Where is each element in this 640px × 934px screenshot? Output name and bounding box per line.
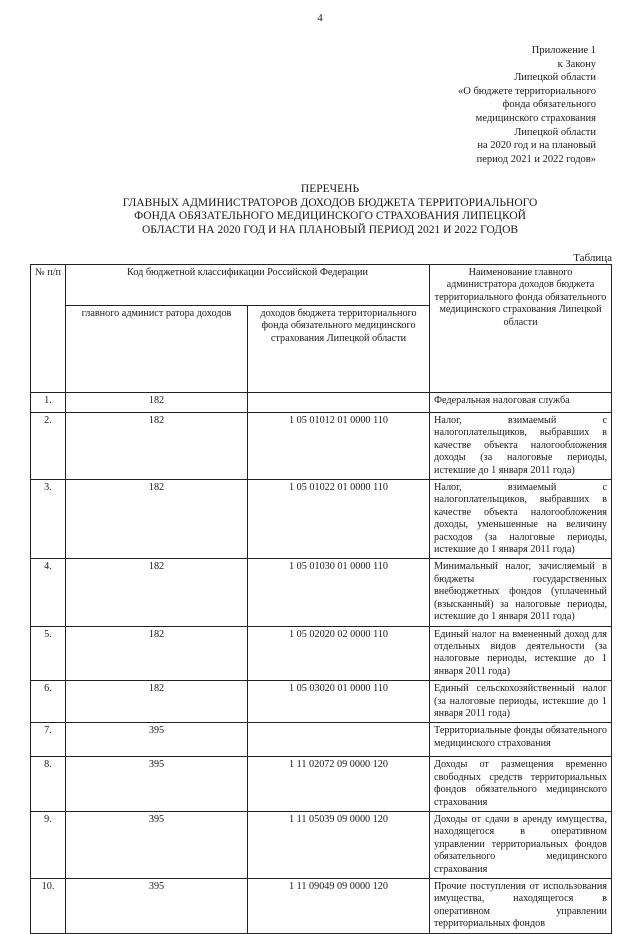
row-admin-name: Налог, взимаемый с налогоплательщиков, выбравших в качестве объекта налогообложения доходы (за налоговые периоды, истекшие до 1 января 2011 года): [430, 413, 612, 480]
appendix-line: период 2021 и 2022 годов»: [476, 153, 596, 165]
row-number: 2.: [31, 413, 66, 480]
row-income-code: 1 11 02072 09 0000 120: [248, 757, 430, 812]
appendix-line: к Закону: [557, 58, 596, 70]
header-num: № п/п: [31, 265, 66, 393]
row-number: 7.: [31, 723, 66, 757]
table-row: [31, 723, 612, 757]
row-admin-code: 395: [66, 879, 248, 934]
row-admin-code: 395: [66, 757, 248, 812]
row-income-code: 1 05 01012 01 0000 110: [248, 413, 430, 480]
revenue-administrators-table: [30, 264, 612, 934]
table-row: [31, 879, 612, 934]
table-row: [31, 480, 612, 559]
row-admin-code: 182: [66, 393, 248, 413]
table-row: [31, 757, 612, 812]
row-income-code: 1 05 02020 02 0000 110: [248, 626, 430, 681]
appendix-line: Приложение 1: [531, 45, 596, 56]
heading-line: ОБЛАСТИ НА 2020 ГОД И НА ПЛАНОВЫЙ ПЕРИОД 2021 И 2022 ГОДОВ: [141, 223, 519, 236]
header-code-group: Код бюджетной классификации Российской Федерации: [66, 265, 430, 306]
heading-title: ПЕРЕЧЕНЬ: [300, 183, 360, 195]
row-income-code: 1 05 03020 01 0000 110: [248, 681, 430, 723]
row-admin-code: 395: [66, 811, 248, 878]
row-number: 10.: [31, 879, 66, 934]
appendix-line: на 2020 год и на плановый: [477, 140, 596, 152]
row-number: 4.: [31, 559, 66, 626]
appendix-line: медицинского страхования: [475, 112, 596, 124]
document-heading: [70, 183, 590, 237]
row-admin-name: Доходы от размещения временно свободных средств территориальных фондов обязательного медицинского страхования: [430, 757, 612, 812]
table-body: [31, 393, 612, 934]
row-admin-code: 182: [66, 626, 248, 681]
row-income-code: [248, 393, 430, 413]
row-admin-name: Налог, взимаемый с налогоплательщиков, выбравших в качестве объекта налогообложения доходы, уменьшенные на величину расходов (за налоговые периоды, истекшие до 1 января 2011 года): [430, 480, 612, 559]
row-number: 8.: [31, 757, 66, 812]
table-label: Таблица: [573, 252, 612, 264]
row-number: 3.: [31, 480, 66, 559]
row-admin-code: 182: [66, 681, 248, 723]
row-admin-code: 182: [66, 413, 248, 480]
row-admin-code: 395: [66, 723, 248, 757]
row-income-code: 1 11 05039 09 0000 120: [248, 811, 430, 878]
appendix-line: Липецкой области: [514, 126, 596, 138]
row-income-code: 1 11 09049 09 0000 120: [248, 879, 430, 934]
appendix-block: [386, 44, 596, 166]
appendix-line: «О бюджете территориального: [458, 85, 596, 97]
row-admin-name: Единый налог на вмененный доход для отдельных видов деятельности (за налоговые периоды, истекшие до 1 января 2011 года): [430, 626, 612, 681]
header-name: Наименование главного администратора доходов бюджета территориального фонда обязательного медицинского страхования Липецкой области: [430, 265, 612, 393]
table-row: [31, 681, 612, 723]
row-number: 5.: [31, 626, 66, 681]
row-admin-name: Прочие поступления от использования имущества, находящегося в оперативном управлении территориальных фондов: [430, 879, 612, 934]
table-row: [31, 626, 612, 681]
row-number: 1.: [31, 393, 66, 413]
table-row: [31, 413, 612, 480]
row-admin-name: Единый сельскохозяйственный налог (за налоговые периоды, истекшие до 1 января 2011 года): [430, 681, 612, 723]
page-number: 4: [317, 12, 323, 24]
row-admin-code: 182: [66, 480, 248, 559]
row-income-code: 1 05 01030 01 0000 110: [248, 559, 430, 626]
row-income-code: [248, 723, 430, 757]
row-number: 6.: [31, 681, 66, 723]
header-admin: главного админист ратора доходов: [66, 306, 248, 393]
appendix-line: Липецкой области: [514, 72, 596, 84]
table-row: [31, 393, 612, 413]
table-header-row: [31, 265, 612, 306]
heading-line: ФОНДА ОБЯЗАТЕЛЬНОГО МЕДИЦИНСКОГО СТРАХОВАНИЯ ЛИПЕЦКОЙ: [134, 210, 526, 223]
row-admin-name: Минимальный налог, зачисляемый в бюджеты государственных внебюджетных фондов (уплаченный (взысканный) за налоговые периоды, истекшие до 1 января 2011 года): [430, 559, 612, 626]
row-income-code: 1 05 01022 01 0000 110: [248, 480, 430, 559]
heading-line: ГЛАВНЫХ АДМИНИСТРАТОРОВ ДОХОДОВ БЮДЖЕТА ТЕРРИТОРИАЛЬНОГО: [122, 196, 538, 209]
header-income: доходов бюджета территориального фонда обязательного медицинского страхования Липецкой области: [248, 306, 430, 393]
row-admin-name: Территориальные фонды обязательного медицинского страхования: [430, 723, 612, 757]
table-row: [31, 811, 612, 878]
row-number: 9.: [31, 811, 66, 878]
table-row: [31, 559, 612, 626]
appendix-line: фонда обязательного: [502, 99, 596, 111]
row-admin-code: 182: [66, 559, 248, 626]
row-admin-name: Федеральная налоговая служба: [430, 393, 612, 413]
row-admin-name: Доходы от сдачи в аренду имущества, находящегося в оперативном управлении территориальных фондов обязательного медицинского страхования: [430, 811, 612, 878]
